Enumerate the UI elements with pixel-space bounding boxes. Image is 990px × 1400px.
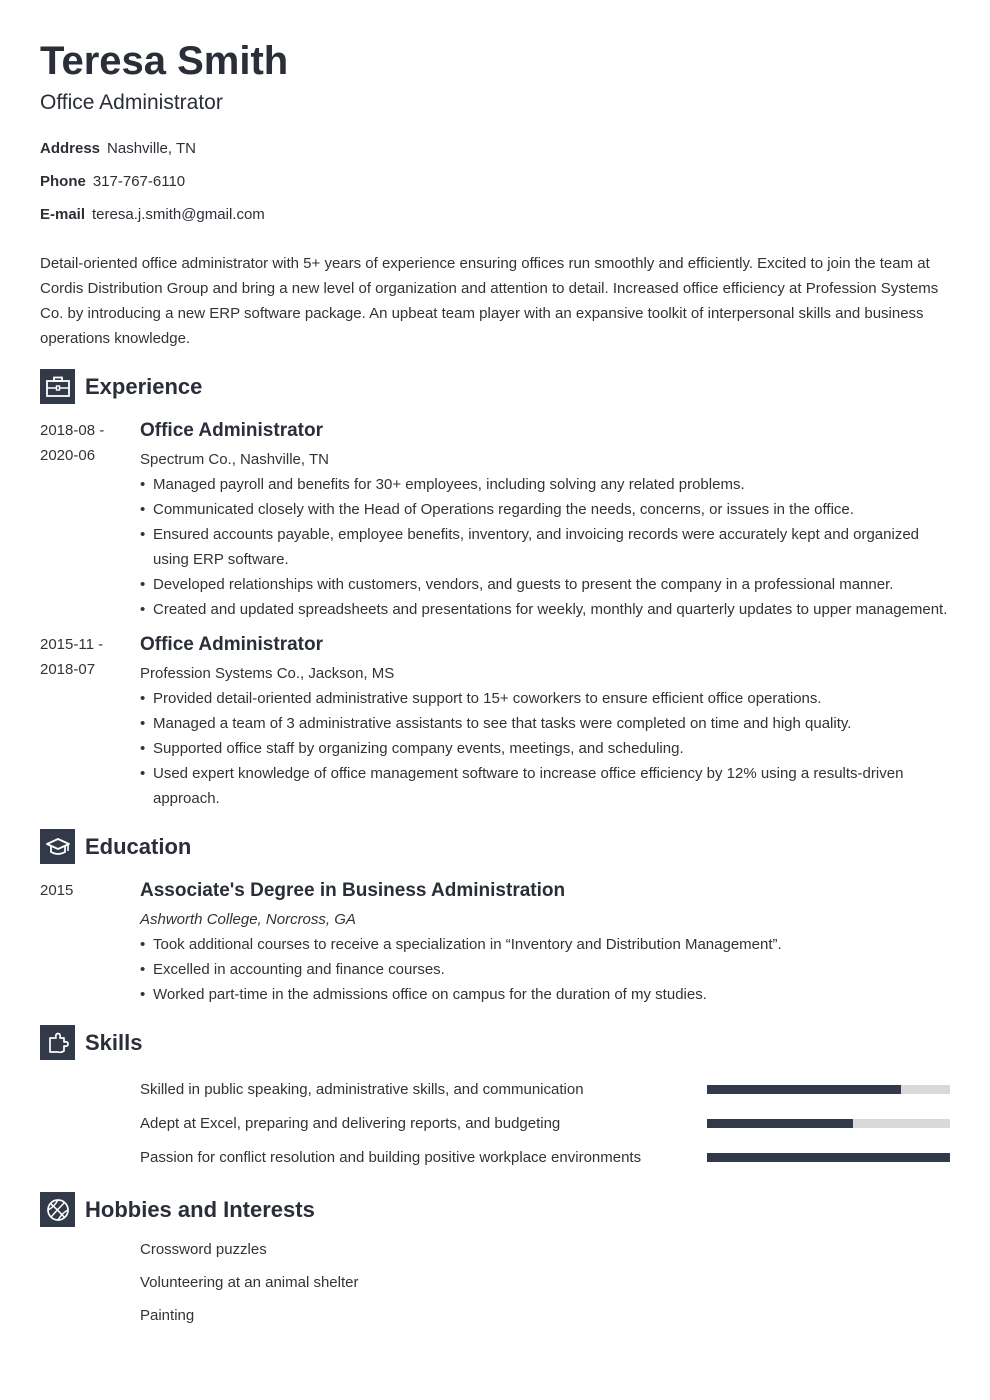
skills-list: [40, 1072, 950, 1174]
school-name: Ashworth College, Norcross, GA: [140, 911, 356, 928]
contact-address: [40, 138, 950, 171]
skill-level-fill: [707, 1085, 901, 1094]
section-title: Education: [85, 833, 192, 859]
candidate-name: Teresa Smith: [40, 39, 289, 83]
company-name: Spectrum Co., Nashville, TN: [140, 451, 329, 468]
position-title: Office Administrator: [140, 420, 323, 441]
degree-title: Associate's Degree in Business Administration: [140, 880, 566, 901]
puzzle-piece-icon: [40, 1025, 75, 1060]
skill-level-bar: [707, 1153, 950, 1162]
profile-summary: Detail-oriented office administrator with 5+ years of experience ensuring offices run smoothly and efficiently. Excited to join the team at Cordis Distribution Group and bring a new level of organization and attention to detail. Increased office efficiency at Profession Systems Co. by introducing a new ERP software package. An upbeat team player with an expansive toolkit of interpersonal skills and business operations knowledge.: [40, 255, 939, 347]
skill-level-bar: [707, 1085, 950, 1094]
contact-value: Nashville, TN: [107, 140, 196, 157]
contact-phone: [40, 171, 950, 204]
hobbies-heading: [40, 1192, 950, 1227]
list-item: • Created and updated spreadsheets and presentations for weekly, monthly and quarterly updates to upper management.: [140, 597, 950, 622]
entry-date: [40, 418, 140, 622]
section-title: Hobbies and Interests: [85, 1196, 315, 1222]
list-item: • Excelled in accounting and finance courses.: [140, 957, 950, 982]
list-item: • Communicated closely with the Head of Operations regarding the needs, concerns, or issues in the office.: [140, 497, 950, 522]
skills-heading: [40, 1025, 950, 1060]
hobby-item: Crossword puzzles: [140, 1241, 267, 1258]
list-item: • Supported office staff by organizing company events, meetings, and scheduling.: [140, 736, 950, 761]
list-item: • Took additional courses to receive a specialization in “Inventory and Distribution Management”.: [140, 932, 950, 957]
skill-item: [140, 1106, 950, 1140]
skill-level-fill: [707, 1153, 950, 1162]
hobby-item: Volunteering at an animal shelter: [140, 1274, 359, 1291]
contact-value: teresa.j.smith@gmail.com: [92, 206, 265, 223]
duties-list: [140, 686, 950, 811]
briefcase-icon: [40, 369, 75, 404]
date-end: 2020-06: [40, 447, 96, 464]
contact-email: [40, 204, 950, 237]
education-details-list: [140, 932, 950, 1007]
position-title: Office Administrator: [140, 634, 323, 655]
entry-date: [40, 632, 140, 811]
list-item: • Managed payroll and benefits for 30+ employees, including solving any related problems.: [140, 472, 950, 497]
skill-name: Passion for conflict resolution and building positive workplace environments: [140, 1148, 642, 1166]
contact-value: 317-767-6110: [92, 173, 186, 190]
section-title: Experience: [85, 373, 203, 399]
graduation-cap-icon: [40, 829, 75, 864]
skill-level-bar: [707, 1119, 950, 1128]
hobby-item: Painting: [140, 1307, 195, 1324]
company-name: Profession Systems Co., Jackson, MS: [140, 665, 395, 682]
skill-level-fill: [707, 1119, 853, 1128]
date-start: 2018-08 -: [40, 422, 105, 439]
date-start: 2015-11 -: [40, 636, 104, 653]
experience-heading: [40, 369, 950, 404]
education-entry: [40, 878, 950, 1007]
skill-name: Adept at Excel, preparing and delivering reports, and budgeting: [140, 1114, 561, 1132]
hobbies-list: [40, 1239, 950, 1338]
date-end: 2018-07: [40, 661, 96, 678]
list-item: • Ensured accounts payable, employee benefits, inventory, and invoicing records were accurately kept and organized using ERP software.: [140, 522, 950, 572]
contact-label: Address: [40, 140, 101, 157]
contact-label: E-mail: [40, 206, 86, 223]
list-item: • Provided detail-oriented administrative support to 15+ coworkers to ensure efficient office operations.: [140, 686, 950, 711]
skill-item: [140, 1140, 950, 1174]
skill-name: Skilled in public speaking, administrative skills, and communication: [140, 1080, 584, 1098]
contact-info: [40, 138, 950, 237]
education-heading: [40, 829, 950, 864]
list-item: • Developed relationships with customers, vendors, and guests to present the company in a professional manner.: [140, 572, 950, 597]
skill-item: [140, 1072, 950, 1106]
basketball-icon: [40, 1192, 75, 1227]
contact-label: Phone: [40, 173, 86, 190]
job-title: Office Administrator: [40, 91, 223, 114]
duties-list: [140, 472, 950, 622]
experience-entry: [40, 632, 950, 811]
entry-date: 2015: [40, 882, 74, 899]
list-item: • Managed a team of 3 administrative assistants to see that tasks were completed on time and high quality.: [140, 711, 950, 736]
list-item: • Used expert knowledge of office management software to increase office efficiency by 12% using a results-driven approach.: [140, 761, 950, 811]
section-title: Skills: [85, 1029, 143, 1055]
experience-entry: [40, 418, 950, 622]
list-item: • Worked part-time in the admissions office on campus for the duration of my studies.: [140, 982, 950, 1007]
